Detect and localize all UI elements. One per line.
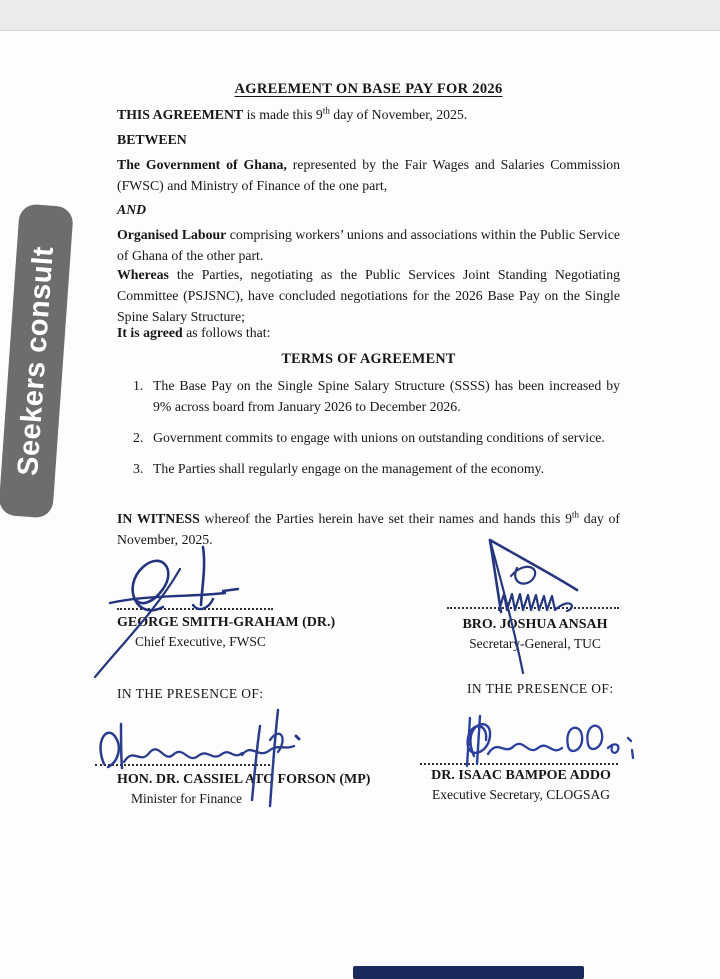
intro-paragraph (117, 104, 620, 125)
watermark-badge (0, 203, 74, 518)
term-item-2 (133, 427, 620, 448)
signatory-name: GEORGE SMITH-GRAHAM (DR.) (117, 615, 336, 630)
party1-paragraph (117, 154, 620, 196)
signatory-name: DR. ISAAC BAMPOE ADDO (431, 768, 611, 783)
signature-cassiel-ato-forson (88, 700, 388, 815)
ordinal-suffix: th (322, 105, 330, 116)
intro-rest: day of November, 2025. (329, 107, 468, 122)
witness-lead: IN WITNESS (117, 511, 200, 526)
term-text: The Parties shall regularly engage on the management of the economy. (153, 461, 545, 476)
term-number: 2. (133, 430, 144, 445)
between-label: BETWEEN (117, 132, 187, 147)
witness-mid: whereof the Parties herein have set their names and hands this 9 (199, 511, 573, 526)
whereas-rest: the Parties, negotiating as the Public Services Joint Standing Negotiating Committee (PSJSNC), have concluded negotiations for the 2026 Base Pay on the Single Spine Salary Structure; (117, 267, 620, 324)
document-title: AGREEMENT ON BASE PAY FOR 2026 (234, 81, 503, 97)
signatory-role: Minister for Finance (131, 791, 242, 806)
party1-lead: The Government of Ghana, (117, 157, 287, 172)
term-item-3 (133, 458, 620, 479)
terms-heading: TERMS OF AGREEMENT (281, 351, 456, 367)
agreed-rest: as follows that: (182, 325, 271, 340)
watermark-text: Seekers consult (11, 245, 60, 477)
presence-label-left: IN THE PRESENCE OF: (117, 686, 264, 701)
agreed-lead: It is agreed (117, 325, 183, 340)
signature-isaac-bampoe-addo (440, 698, 640, 803)
presence-label-right: IN THE PRESENCE OF: (467, 681, 614, 696)
term-text: The Base Pay on the Single Spine Salary Structure (SSSS) has been increased by 9% across board from January 2026 to December 2026. (153, 378, 620, 414)
signatory-name: HON. DR. CASSIEL ATO FORSON (MP) (117, 772, 371, 787)
signatory-name: BRO. JOSHUA ANSAH (462, 617, 608, 632)
term-number: 3. (133, 461, 144, 476)
party2-lead: Organised Labour (117, 227, 227, 242)
intro-mid: is made this 9 (243, 107, 323, 122)
bottom-bar (353, 966, 584, 979)
signatory-role: Chief Executive, FWSC (135, 634, 266, 649)
term-text: Government commits to engage with unions on outstanding conditions of service. (153, 430, 605, 445)
background-strip (0, 0, 720, 31)
signatory-role: Secretary-General, TUC (469, 636, 601, 651)
and-label: AND (117, 202, 147, 217)
whereas-lead: Whereas (117, 267, 169, 282)
whereas-paragraph (117, 264, 620, 327)
agreed-paragraph (117, 322, 620, 343)
party1-rest: represented by the Fair Wages and Salaries Commission (FWSC) and Ministry of Finance of the one part, (117, 157, 620, 193)
signature-joshua-ansah (455, 518, 635, 678)
party2-rest: comprising workers’ unions and associations within the Public Service of Ghana of the other part. (117, 227, 620, 263)
intro-lead: THIS AGREEMENT (117, 107, 244, 122)
signatory-role: Executive Secretary, CLOGSAG (432, 787, 610, 802)
witness-rest: day of November, 2025. (117, 511, 621, 547)
term-number: 1. (133, 378, 144, 393)
ordinal-suffix: th (572, 509, 580, 520)
term-item-1 (133, 375, 620, 417)
party2-paragraph (117, 224, 620, 266)
signature-george-smith-graham (85, 525, 255, 685)
